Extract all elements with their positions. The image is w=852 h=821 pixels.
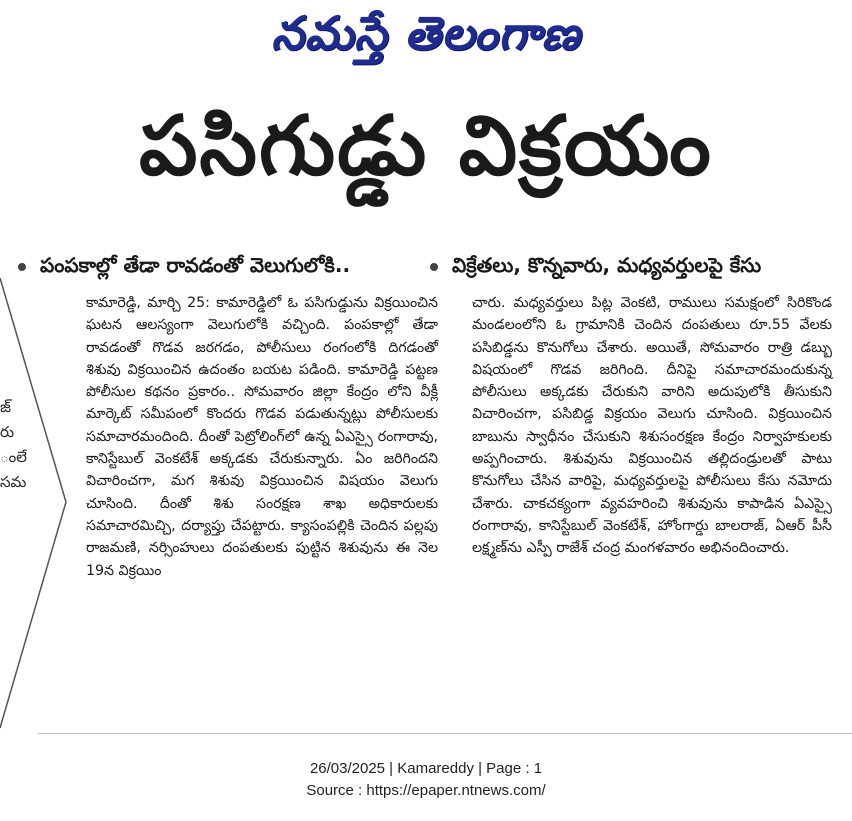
bullet-icon: [430, 263, 438, 271]
subhead-left-text: పంపకాల్లో తేడా రావడంతో వెలుగులోకి..: [40, 252, 351, 277]
headline-text: పసిగుడ్డు విక్రయం: [139, 98, 713, 194]
fragment-line: ంలే: [0, 448, 27, 466]
fragment-line: జ్: [0, 398, 11, 416]
masthead: [0, 4, 852, 74]
fragment-line: సమ: [0, 473, 27, 491]
column-right-text: చారు. మధ్యవర్తులు పిట్ల వెంకటి, రాములు సమక్షంలో సిరికొండ మండలంలోని ఓ గ్రామానికి చెందిన దంపతులు రూ.55 వేలకు పసిబిడ్డను కొనుగోలు చేశారు. అయితే, సోమవారం రాత్రి డబ్బు విషయంలో గొడవ జరిగింది. దీనిపై సమాచారమందుకున్న పోలీసులు అక్కడకు చేరుకుని వారిని అదుపులోకి తీసుకుని విచారించగా, పసిబిడ్డ విక్రయం వెలుగు చూసింది. విక్రయించిన బాబును స్వాధీనం చేసుకుని శిశుసంరక్షణ కేంద్రం నిర్వాహకులకు అప్పగించారు. శిశువును విక్రయించిన తల్లిదండ్రులతో పాటు కొనుగోలు చేసిన వారిపై, మధ్యవర్తులపై పోలీసులు కేసు నమోదు చేశారు. చాకచక్యంగా వ్యవహరించి శిశువును కాపాడిన ఏఎస్సై రంగారావు, కానిస్టేబుల్ వెంకటేశ్, హోంగార్డు బాలరాజ్, ఏఆర్ పీసీ లక్ష్మణ్‌ను ఎస్పీ రాజేశ్ చంద్ర మంగళవారం అభినందించారు.: [472, 295, 832, 557]
article-headline: [0, 96, 852, 216]
masthead-title: నమస్తే తెలంగాణ: [271, 6, 581, 60]
footer-source-line: Source : https://epaper.ntnews.com/: [306, 782, 546, 799]
subhead-right: [430, 246, 845, 288]
adjacent-article-border: [0, 270, 70, 740]
article-column-right: [472, 292, 832, 560]
adjacent-article-fragments: [0, 395, 34, 495]
divider: [38, 733, 852, 734]
subhead-right-text: విక్రేతలు, కొన్నవారు, మధ్యవర్తులపై కేసు: [452, 252, 762, 277]
column-left-text: కామారెడ్డి, మార్చి 25: కామారెడ్డిలో ఓ పసిగుడ్డును విక్రయించిన ఘటన ఆలస్యంగా వెలుగులోకి వచ్చింది. పంపకాల్లో తేడా రావడంతో గొడవ జరగడం, పోలీసులు రంగంలోకి దిగడంతో శిశువు విక్రయించిన ఉదంతం బయట పడింది. కామారెడ్డి పట్టణ పోలీసుల కథనం ప్రకారం.. సోమవారం జిల్లా కేంద్రం లోని వీక్లీ మార్కెట్ సమీపంలో కొందరు గొడవ పడుతున్నట్లు పోలీసులకు సమాచారమందింది. దీంతో పెట్రోలింగ్‌లో ఉన్న ఏఎస్సై రంగారావు, కానిస్టేబుల్ వెంకటేశ్ అక్కడకు చేరుకున్నారు. ఏం జరిగిందని విచారించగా, మగ శిశువు విక్రయించిన విషయం వెలుగు చూసింది. దీంతో శిశు సంరక్షణ శాఖ అధికారులకు సమాచారమిచ్చి, దర్యాప్తు చేపట్టారు. క్యాసంపల్లికి చెందిన పల్లపు రాజమణి, నర్సింహులు దంపతులకు పుట్టిన శిశువును ఈ నెల 19న విక్రయిం: [86, 295, 438, 579]
footer: [0, 758, 852, 802]
article-column-left: [86, 292, 438, 582]
fragment-line: రు: [0, 423, 15, 441]
subhead-left: [18, 246, 428, 288]
footer-date-line: 26/03/2025 | Kamareddy | Page : 1: [309, 760, 543, 777]
